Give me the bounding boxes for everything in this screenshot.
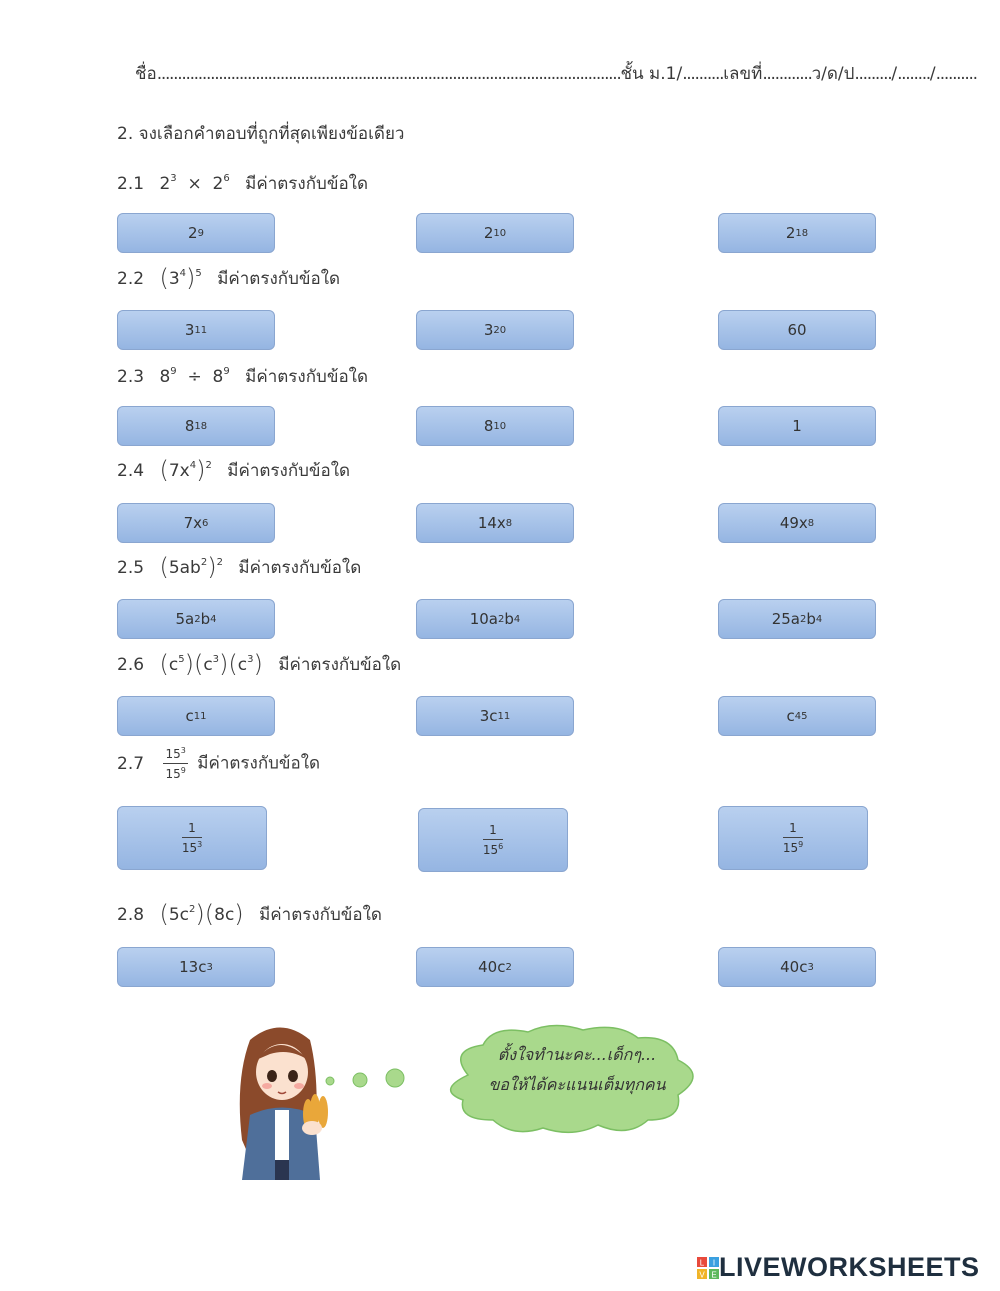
question-number: 2.7	[117, 753, 145, 774]
exponent: 3	[807, 961, 814, 973]
exponent: 2	[200, 557, 208, 568]
fraction	[783, 821, 803, 855]
exponent: 8	[505, 517, 513, 529]
option-text: 2	[483, 224, 494, 242]
question-number: 2.4	[117, 461, 145, 481]
exponent: 9	[197, 227, 204, 239]
question-suffix: มีค่าตรงกับข้อใด	[278, 655, 402, 675]
exponent: 6	[202, 517, 209, 529]
term: 15	[165, 747, 181, 761]
exponent: 5	[178, 654, 185, 665]
term: 15	[165, 767, 181, 781]
option-text: 8	[483, 417, 494, 435]
answer-2-4-option-1[interactable]	[117, 503, 275, 543]
answer-2-8-option-1[interactable]	[117, 947, 275, 987]
option-text: 10a	[469, 610, 498, 628]
question-2-2	[117, 264, 340, 292]
answer-2-7-option-1[interactable]	[117, 806, 267, 870]
option-text: 60	[787, 321, 807, 339]
question-2-1	[117, 170, 368, 197]
fraction	[182, 821, 202, 855]
question-suffix: มีค่าตรงกับข้อใด	[227, 461, 351, 481]
option-text: 15	[782, 841, 799, 855]
numerator	[163, 746, 187, 764]
paren: (	[159, 264, 169, 292]
exponent: 3	[247, 654, 254, 665]
speech-line: ตั้งใจทำนะคะ...เด็กๆ...	[497, 1045, 657, 1064]
option-text: 25a	[771, 610, 800, 628]
number-label: เลขที่	[723, 64, 763, 84]
option-text: 3c	[479, 707, 498, 725]
denominator	[182, 838, 202, 855]
exponent: 11	[497, 710, 511, 722]
date-separator: /	[891, 64, 898, 84]
date-month-blank[interactable]: ........	[897, 64, 930, 84]
answer-2-8-option-2[interactable]	[416, 947, 574, 987]
date-label: ว/ด/ป	[811, 64, 855, 84]
exponent: 3	[170, 173, 177, 184]
question-2-7	[117, 746, 320, 781]
question-number: 2.5	[117, 558, 145, 578]
paren: (	[159, 650, 169, 678]
answer-2-6-option-3[interactable]	[718, 696, 876, 736]
exponent: 4	[513, 613, 521, 625]
answer-2-5-option-3[interactable]	[718, 599, 876, 639]
question-suffix: มีค่าตรงกับข้อใด	[245, 174, 368, 194]
denominator	[163, 764, 187, 781]
option-text: 3	[483, 321, 494, 339]
exponent: 18	[194, 420, 208, 432]
liveworksheets-logo	[697, 1252, 980, 1283]
paren: (	[193, 650, 204, 678]
exponent: 11	[193, 710, 207, 722]
logo-badge-icon	[697, 1257, 719, 1279]
question-number: 2.3	[117, 367, 145, 387]
option-text: 13c	[179, 958, 207, 976]
name-label: ชื่อ	[135, 64, 157, 84]
logo-text: LIVEWORKSHEETS	[719, 1252, 980, 1282]
logo-badge-letter: L	[699, 1258, 705, 1267]
option-text: 14x	[477, 514, 506, 532]
question-number: 2.8	[117, 905, 145, 925]
paren: )	[186, 264, 196, 292]
exponent: 11	[194, 324, 208, 336]
option-text: 15	[482, 843, 499, 857]
question-number: 2.1	[117, 174, 145, 194]
question-2-4	[117, 456, 350, 484]
answer-2-2-option-3[interactable]	[718, 310, 876, 350]
numerator: 1	[182, 821, 202, 838]
operator: ×	[187, 174, 202, 194]
paren: )	[207, 553, 217, 581]
logo-badge-letter: V	[699, 1270, 705, 1279]
number-blank[interactable]: ............	[762, 64, 812, 84]
exponent: 6	[498, 842, 504, 851]
answer-2-1-option-3[interactable]	[718, 213, 876, 253]
numerator: 1	[483, 823, 503, 840]
question-number: 2.2	[117, 269, 145, 289]
question-suffix: มีค่าตรงกับข้อใด	[259, 905, 382, 925]
question-suffix: มีค่าตรงกับข้อใด	[197, 753, 321, 774]
date-year-blank[interactable]: ..........	[935, 64, 977, 84]
speech-line: ขอให้ได้คะแนนเต็มทุกคน	[488, 1075, 666, 1094]
date-day-blank[interactable]: .........	[854, 64, 892, 84]
option-text: 5a	[175, 610, 195, 628]
exponent: 45	[794, 710, 808, 722]
question-suffix: มีค่าตรงกับข้อใด	[238, 558, 362, 578]
answer-2-7-option-2[interactable]	[418, 808, 568, 872]
answer-2-2-option-2[interactable]	[416, 310, 574, 350]
paren: (	[159, 900, 169, 928]
exponent: 6	[223, 173, 230, 184]
exponent: 3	[197, 840, 203, 849]
paren: )	[219, 650, 229, 678]
class-blank[interactable]: ..........	[682, 64, 724, 84]
answer-2-8-option-3[interactable]	[718, 947, 876, 987]
paren: (	[159, 553, 169, 581]
logo-badge-letter: I	[712, 1258, 716, 1267]
term: 8c	[214, 905, 235, 925]
term: 8	[159, 367, 171, 387]
option-text: 3	[184, 321, 195, 339]
date-separator: /	[929, 64, 936, 84]
option-text: 7x	[183, 514, 203, 532]
exponent: 2	[189, 904, 196, 915]
answer-2-1-option-2[interactable]	[416, 213, 574, 253]
term: 8	[212, 367, 224, 387]
operator: ÷	[187, 367, 202, 387]
exponent: 2	[800, 613, 807, 625]
exponent: 10	[493, 420, 507, 432]
paren: )	[184, 650, 194, 678]
option-text: 40c	[780, 958, 808, 976]
term: c	[203, 655, 213, 675]
term: 7x	[168, 461, 190, 481]
exponent: 4	[210, 613, 217, 625]
question-suffix: มีค่าตรงกับข้อใด	[245, 367, 368, 387]
answer-2-6-option-1[interactable]	[117, 696, 275, 736]
option-text: b	[200, 610, 211, 628]
paren: (	[159, 456, 169, 484]
answer-2-5-option-1[interactable]	[117, 599, 275, 639]
exponent: 5	[195, 268, 202, 279]
fraction	[483, 823, 503, 857]
answer-2-5-option-2[interactable]	[416, 599, 574, 639]
question-2-6	[117, 650, 401, 678]
exponent: 4	[179, 268, 187, 279]
exponent: 3	[212, 654, 220, 665]
term: 2	[212, 174, 224, 194]
exponent: 9	[170, 366, 177, 377]
exponent: 20	[493, 324, 507, 336]
exponent: 3	[206, 961, 213, 973]
option-text: 15	[181, 841, 198, 855]
question-suffix: มีค่าตรงกับข้อใด	[217, 269, 341, 289]
exponent: 4	[189, 460, 197, 471]
answer-2-3-option-3[interactable]	[718, 406, 876, 446]
option-text: 8	[184, 417, 195, 435]
answer-2-1-option-1[interactable]	[117, 213, 275, 253]
term: c	[168, 655, 179, 675]
denominator	[783, 838, 803, 855]
answer-2-7-option-3[interactable]	[718, 806, 868, 870]
denominator	[483, 840, 503, 857]
question-2-3	[117, 363, 368, 390]
term: 5c	[168, 905, 189, 925]
exponent: 18	[795, 227, 809, 239]
answer-2-3-option-1[interactable]	[117, 406, 275, 446]
question-number: 2.6	[117, 655, 145, 675]
option-text: b	[806, 610, 816, 628]
numerator: 1	[783, 821, 803, 838]
exponent: 3	[180, 746, 186, 755]
exponent: 9	[798, 840, 804, 849]
exponent: 4	[815, 613, 823, 625]
question-2-5	[117, 553, 361, 581]
logo-badge-letter: E	[711, 1270, 717, 1279]
fraction	[163, 746, 187, 781]
answer-2-3-option-2[interactable]	[416, 406, 574, 446]
option-text: b	[504, 610, 514, 628]
exponent: 10	[493, 227, 507, 239]
exponent: 2	[498, 613, 505, 625]
exponent: 8	[807, 517, 815, 529]
answer-2-4-option-2[interactable]	[416, 503, 574, 543]
paren: )	[253, 650, 263, 678]
term: 3	[168, 269, 180, 289]
answer-2-6-option-2[interactable]	[416, 696, 574, 736]
exponent: 2	[205, 460, 212, 471]
student-info-line	[135, 60, 977, 87]
paren: (	[204, 900, 215, 928]
paren: )	[234, 900, 244, 928]
answer-2-4-option-3[interactable]	[718, 503, 876, 543]
term: 2	[159, 174, 171, 194]
class-label: ชั้น ม.1/	[620, 64, 683, 84]
question-2-8	[117, 900, 382, 928]
speech-bubble-text	[462, 1040, 692, 1100]
paren: )	[196, 456, 206, 484]
option-text: 49x	[779, 514, 808, 532]
answer-2-2-option-1[interactable]	[117, 310, 275, 350]
option-text: c	[185, 707, 194, 725]
term: 5ab	[168, 558, 201, 578]
option-text: 2	[785, 224, 796, 242]
exponent: 2	[505, 961, 512, 973]
option-text: 2	[188, 224, 198, 242]
option-text: 1	[792, 417, 802, 435]
exponent: 9	[180, 766, 186, 775]
exponent: 2	[194, 613, 201, 625]
term: c	[237, 655, 248, 675]
exponent: 9	[223, 366, 230, 377]
paren: )	[195, 900, 205, 928]
section-title: 2. จงเลือกคำตอบที่ถูกที่สุดเพียงข้อเดียว	[117, 124, 405, 144]
name-blank[interactable]: .................................................................................................................	[156, 64, 621, 84]
option-text: 40c	[478, 958, 506, 976]
paren: (	[228, 650, 238, 678]
exponent: 2	[216, 557, 223, 568]
option-text: c	[786, 707, 795, 725]
